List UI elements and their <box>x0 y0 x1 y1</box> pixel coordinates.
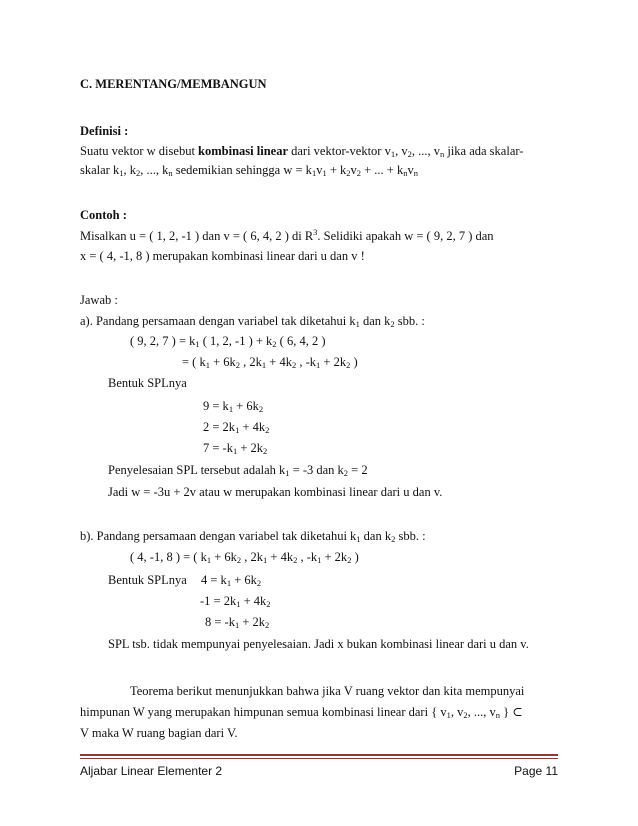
definisi-label: Definisi : <box>80 124 129 138</box>
part-a-system-row-1: $9 = k_1 + 6k_2$ <box>203 399 264 414</box>
part-b-system-row-2: $-1 = 2k_1 + 4k_2$ <box>200 594 271 609</box>
footer-rule-thick <box>80 754 558 756</box>
contoh-line-1: Misalkan u = ( 1, 2, -1 ) dan v = ( 6, 4, 2 ) di $R^3$. Selidiki apakah w = ( 9, 2, 7 ) dan <box>80 227 494 243</box>
jawab-label: Jawab : <box>80 293 118 307</box>
teorema-line-1: Teorema berikut menunjukkan bahwa jika V ruang vektor dan kita mempunyai <box>130 684 525 698</box>
section-title: C. MERENTANG/MEMBANGUN <box>80 77 267 91</box>
part-b-intro: b). Pandang persamaan dengan variabel tak diketahui $k_1$ dan $k_2$ sbb. : <box>80 529 426 544</box>
part-b-bentuk-label: Bentuk SPLnya <box>108 573 187 587</box>
contoh-line-2: x = ( 4, -1, 8 ) merupakan kombinasi linear dari u dan v ! <box>80 249 365 263</box>
teorema-line-2: himpunan W yang merupakan himpunan semua kombinasi linear dari { $v_1$, $v_2$, ..., $v_n$ } ⊂ <box>80 705 523 720</box>
part-b-system-row-3: $8 = -k_1 + 2k_2$ <box>205 615 270 630</box>
footer-book-title: Aljabar Linear Elementer 2 <box>80 764 223 778</box>
part-b-conclusion: SPL tsb. tidak mempunyai penyelesaian. Jadi x bukan kombinasi linear dari u dan v. <box>108 637 529 651</box>
definisi-line-2: skalar $k_1$, $k_2$, ..., $k_n$ sedemikian sehingga $w = k_1v_1 + k_2v_2$ + ... + $k_nv_n$ <box>80 163 418 178</box>
part-b-system-row-1: $4 = k_1 + 6k_2$ <box>201 573 262 588</box>
part-a-system-row-2: $2 = 2k_1 + 4k_2$ <box>203 420 270 435</box>
part-a-equation-1: ( 9, 2, 7 ) = $k_1$ ( 1, 2, -1 ) + $k_2$ ( 6, 4, 2 ) <box>130 334 326 349</box>
footer-rule-thin <box>80 758 558 759</box>
part-b-equation: ( 4, -1, 8 ) = ( $k_1 + 6k_2$ , $2k_1 + 4k_2$ , $-k_1 + 2k_2$ ) <box>130 550 359 565</box>
part-a-solution: Penyelesaian SPL tersebut adalah $k_1 = -3$ dan $k_2 = 2$ <box>108 463 368 478</box>
part-a-bentuk-label: Bentuk SPLnya <box>108 376 187 390</box>
part-a-intro: a). Pandang persamaan dengan variabel tak diketahui $k_1$ dan $k_2$ sbb. : <box>80 314 425 329</box>
footer-page-number: Page 11 <box>514 764 558 778</box>
part-a-equation-2: = ( $k_1 + 6k_2$ , $2k_1 + 4k_2$ , $-k_1 + 2k_2$ ) <box>182 355 358 370</box>
definisi-line-1: Suatu vektor w disebut kombinasi linear dari vektor-vektor $v_1$, $v_2$, ..., $v_n$ jika ada skalar- <box>80 144 524 159</box>
contoh-label: Contoh : <box>80 208 127 222</box>
part-a-system-row-3: $7 = -k_1 + 2k_2$ <box>203 441 268 456</box>
teorema-line-3: V maka W ruang bagian dari V. <box>80 726 238 740</box>
part-a-conclusion: Jadi w = -3u + 2v atau w merupakan kombinasi linear dari u dan v. <box>108 485 443 499</box>
